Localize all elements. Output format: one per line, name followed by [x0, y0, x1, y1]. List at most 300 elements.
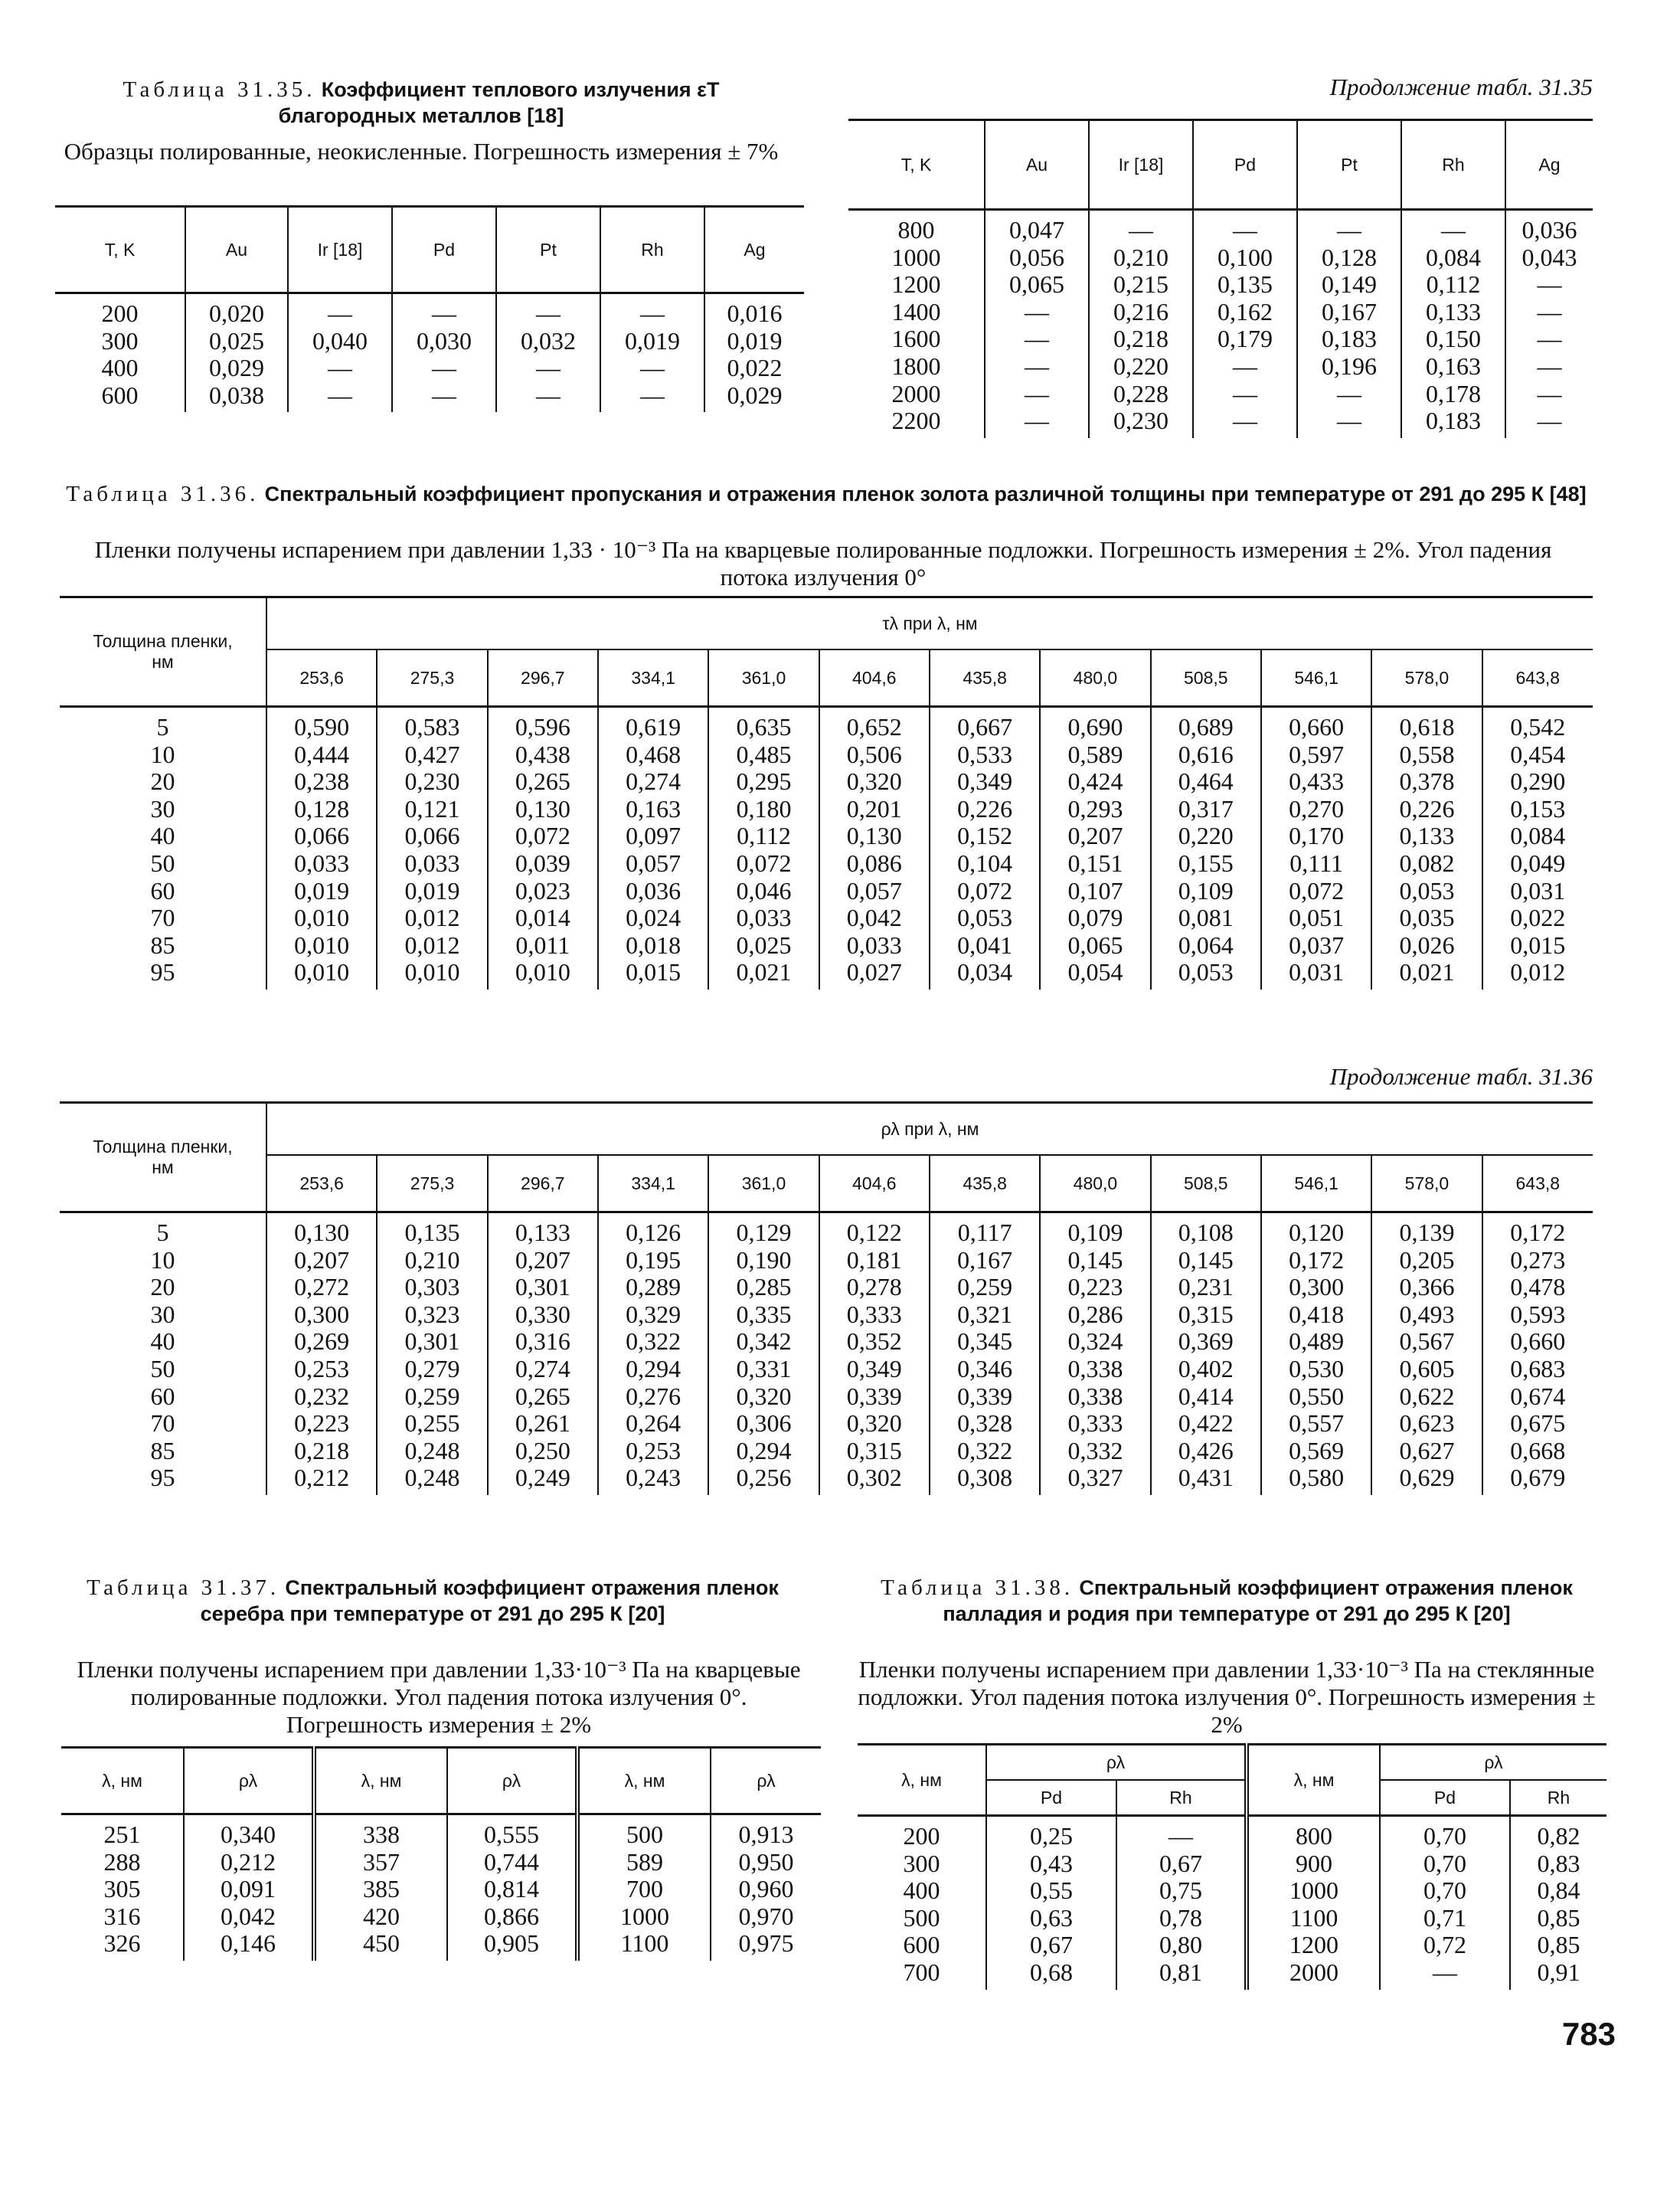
t3136c-wavelength-7: 480,0 — [1040, 1155, 1150, 1212]
t3137-label: Таблица 31.37. — [87, 1575, 280, 1600]
t3136c-cell: 0,557 — [1289, 1409, 1345, 1438]
t3138-cell: 900 — [1296, 1849, 1332, 1877]
t3138-label: Таблица 31.38. — [881, 1575, 1074, 1600]
t3136c-column-0 — [60, 1212, 266, 1495]
t3138-cell: 0,63 — [1030, 1903, 1073, 1932]
t3136c-cell: 0,190 — [736, 1245, 792, 1274]
t3135c-column-4 — [1297, 210, 1401, 438]
t3136-body-row — [60, 707, 1593, 990]
t3136-cell: 0,427 — [404, 740, 460, 768]
t3136-cell: 0,130 — [515, 794, 570, 823]
t3137-cell: 338 — [363, 1821, 400, 1848]
t3136-cell: 0,012 — [404, 904, 460, 932]
t3136-cell: 0,133 — [1399, 822, 1455, 850]
t3137-header-2: λ, нм — [314, 1748, 447, 1814]
t3135-body-row — [55, 293, 804, 413]
t3135-cell: 0,038 — [209, 381, 264, 409]
t3136c-cell: 0,622 — [1399, 1382, 1455, 1410]
t3138-cell: 0,67 — [1159, 1849, 1202, 1877]
t3136-cell: 0,086 — [846, 849, 902, 877]
t3136-column-3 — [488, 707, 598, 990]
t3135-header-6: Ag — [704, 207, 804, 293]
t3136-cell: 0,152 — [957, 822, 1013, 850]
t3135c-cell: 0,036 — [1521, 216, 1577, 244]
t3136-cell: 0,072 — [957, 876, 1013, 905]
t3136-cell: 0,041 — [957, 931, 1013, 959]
t3137-header-4: λ, нм — [577, 1748, 711, 1814]
t3136c-cell: 0,316 — [515, 1327, 570, 1356]
t3136-wavelength-10: 578,0 — [1371, 649, 1482, 707]
t3136-wavelength-2: 296,7 — [488, 649, 598, 707]
t3135c-table — [848, 119, 1593, 438]
t3135c-column-3 — [1193, 210, 1297, 438]
t3136-cell: 0,014 — [515, 904, 570, 932]
t3136c-cell: 0,117 — [957, 1219, 1012, 1246]
t3135c-cell: 800 — [897, 216, 935, 244]
t3136c-cell: 0,285 — [736, 1273, 792, 1301]
t3136-cell: 0,230 — [404, 767, 460, 796]
t3136-cell: 0,616 — [1178, 740, 1234, 768]
t3137-cell: 1100 — [620, 1929, 669, 1958]
t3137-cell: 0,555 — [484, 1821, 539, 1848]
t3138-cell: 800 — [1296, 1822, 1332, 1850]
t3135-column-5 — [600, 293, 704, 413]
t3136c-cell: 0,301 — [404, 1327, 460, 1356]
t3135c-cell: — — [1233, 407, 1257, 435]
t3136c-wavelength-6: 435,8 — [930, 1155, 1040, 1212]
t3136c-wavelength-10: 578,0 — [1371, 1155, 1482, 1212]
t3136c-cell: 0,327 — [1067, 1464, 1123, 1492]
t3136-cell: 0,583 — [404, 713, 460, 741]
t3136-cell: 0,689 — [1178, 713, 1234, 741]
t3136-cell: 60 — [150, 876, 175, 905]
t3135-title: Коэффициент теплового излучения εT благородных металлов [18] — [278, 78, 720, 127]
t3136-column-11 — [1371, 707, 1482, 990]
t3136c-column-10 — [1261, 1212, 1371, 1495]
t3135c-cell: 0,149 — [1322, 270, 1377, 299]
t3136c-cell: 0,274 — [515, 1354, 570, 1382]
t3136-cell: 0,155 — [1178, 849, 1234, 877]
t3136c-cell: 0,550 — [1289, 1382, 1345, 1410]
t3138-cell: 1200 — [1289, 1931, 1338, 1959]
t3135-cell: 0,019 — [625, 326, 680, 355]
t3136-cell: 0,378 — [1399, 767, 1455, 796]
t3136-wavelength-8: 508,5 — [1151, 649, 1261, 707]
t3138-body-row — [858, 1816, 1606, 1990]
t3138-table — [858, 1743, 1606, 1990]
t3136c-cell: 0,660 — [1510, 1327, 1566, 1356]
t3135-column-3 — [392, 293, 496, 413]
t3136c-cell: 0,145 — [1178, 1245, 1234, 1274]
t3136-cell: 0,039 — [515, 849, 570, 877]
t3136-cell: 0,295 — [736, 767, 792, 796]
t3136-cell: 0,015 — [626, 958, 681, 986]
t3135c-column-6 — [1505, 210, 1593, 438]
t3136c-cell: 0,320 — [846, 1409, 902, 1438]
t3136-cell: 0,112 — [737, 822, 791, 850]
t3138-pd-header-1: Pd — [986, 1780, 1116, 1816]
t3136-column-5 — [708, 707, 819, 990]
t3136-cell: 0,558 — [1399, 740, 1455, 768]
t3137-cell: 500 — [626, 1821, 663, 1848]
t3138-cell: 1100 — [1289, 1903, 1338, 1932]
t3136c-cell: 0,332 — [1067, 1436, 1123, 1464]
t3137-cell: 700 — [626, 1875, 663, 1903]
t3136-cell: 0,163 — [626, 794, 681, 823]
t3136c-cell: 0,679 — [1510, 1464, 1566, 1492]
t3135-column-1 — [185, 293, 288, 413]
t3136-cell: 0,072 — [515, 822, 570, 850]
t3135c-cell: 1400 — [891, 297, 941, 326]
t3136c-wavelength-3: 334,1 — [598, 1155, 708, 1212]
t3136-cell: 0,201 — [846, 794, 902, 823]
t3136-cell: 95 — [150, 958, 175, 986]
t3135-cell: — — [328, 354, 352, 382]
t3137-header-3: ρλ — [447, 1748, 577, 1814]
t3138-cell: 0,68 — [1030, 1958, 1073, 1986]
t3135-cell: 200 — [101, 299, 139, 327]
t3136c-cell: 0,269 — [294, 1327, 350, 1356]
t3136c-cell: 0,255 — [404, 1409, 460, 1438]
t3136c-cell: 0,366 — [1399, 1273, 1455, 1301]
t3136c-cell: 0,286 — [1067, 1300, 1123, 1328]
t3135c-cell: — — [1025, 325, 1049, 353]
page-number: 783 — [1561, 2016, 1616, 2052]
t3138-cell: 0,71 — [1423, 1903, 1466, 1932]
t3136c-column-3 — [488, 1212, 598, 1495]
t3136c-cell: 95 — [150, 1464, 175, 1492]
t3136c-cell: 50 — [150, 1354, 175, 1382]
t3137-title: Спектральный коэффициент отражения пленок серебра при температуре от 291 до 295 К [20] — [200, 1576, 779, 1625]
t3136-wavelength-3: 334,1 — [598, 649, 708, 707]
t3136c-cell: 0,414 — [1178, 1382, 1234, 1410]
t3135-label: Таблица 31.35. — [123, 77, 316, 102]
t3136-cell: 0,109 — [1178, 876, 1234, 905]
t3136c-cell: 0,418 — [1289, 1300, 1345, 1328]
t3136-cell: 0,589 — [1067, 740, 1123, 768]
t3136-cell: 0,022 — [1510, 904, 1566, 932]
t3136-cell: 70 — [150, 904, 175, 932]
t3137-cell: 251 — [103, 1821, 141, 1848]
t3135c-cell: 0,216 — [1113, 297, 1168, 326]
t3136-cell: 0,130 — [846, 822, 902, 850]
t3137-header-5: ρλ — [711, 1748, 821, 1814]
t3137-cell: 316 — [103, 1902, 141, 1930]
t3135c-cell: 0,150 — [1426, 325, 1481, 353]
t3136-cell: 0,207 — [1067, 822, 1123, 850]
t3138-cell: 0,55 — [1030, 1876, 1073, 1905]
t3136-cell: 0,444 — [294, 740, 350, 768]
t3136c-cell: 0,320 — [736, 1382, 792, 1410]
t3136c-cell: 0,289 — [626, 1273, 681, 1301]
t3135-header-5: Rh — [600, 207, 704, 293]
t3136-cell: 0,220 — [1178, 822, 1234, 850]
t3136-cell: 0,019 — [404, 876, 460, 905]
t3136-cell: 0,270 — [1289, 794, 1345, 823]
t3135-header-4: Pt — [496, 207, 600, 293]
t3136-wavelength-6: 435,8 — [930, 649, 1040, 707]
t3136-cell: 0,057 — [626, 849, 681, 877]
t3136c-cell: 0,338 — [1067, 1354, 1123, 1382]
t3136c-cell: 0,331 — [736, 1354, 792, 1382]
t3136-cell: 0,021 — [736, 958, 792, 986]
t3136c-column-2 — [377, 1212, 487, 1495]
t3138-cell: 500 — [903, 1903, 940, 1932]
t3136-group-header: τλ при λ, нм — [266, 597, 1593, 650]
t3135c-header-6: Ag — [1505, 120, 1593, 210]
t3138-lambda-header-1: λ, нм — [858, 1745, 986, 1816]
t3136-cell: 50 — [150, 849, 175, 877]
t3135-column-4 — [496, 293, 600, 413]
t3138-cell: 0,25 — [1030, 1822, 1073, 1850]
t3138-column-0 — [858, 1816, 986, 1990]
t3136c-group-header: ρλ при λ, нм — [266, 1103, 1593, 1156]
t3136-cell: 0,097 — [626, 822, 681, 850]
t3135c-cell: 0,228 — [1113, 379, 1168, 407]
t3135c-cell: 0,133 — [1426, 297, 1481, 326]
t3136-cell: 0,015 — [1510, 931, 1566, 959]
t3136c-cell: 0,207 — [294, 1245, 350, 1274]
t3136c-cell: 0,333 — [846, 1300, 902, 1328]
t3135c-cell: — — [1233, 216, 1257, 244]
t3135-cell: 0,032 — [521, 326, 576, 355]
t3138-title: Спектральный коэффициент отражения пленок палладия и родия при температуре от 291 до 295 К [20] — [943, 1576, 1573, 1625]
t3136-column-0 — [60, 707, 266, 990]
t3135c-cell: 2200 — [891, 407, 941, 435]
t3137-cell: 420 — [363, 1902, 400, 1930]
t3136c-cell: 0,294 — [736, 1436, 792, 1464]
t3138-cell: 0,81 — [1159, 1958, 1202, 1986]
t3135c-cell: — — [1025, 297, 1049, 326]
t3136-wavelength-9: 546,1 — [1261, 649, 1371, 707]
t3136-cell: 0,265 — [515, 767, 570, 796]
t3135c-cell: — — [1537, 297, 1562, 326]
t3136-cell: 0,542 — [1510, 713, 1566, 741]
t3136-cell: 0,065 — [1067, 931, 1123, 959]
t3136c-cell: 0,328 — [957, 1409, 1013, 1438]
t3136c-column-1 — [266, 1212, 377, 1495]
t3136-cell: 0,506 — [846, 740, 902, 768]
t3136-wavelength-0: 253,6 — [266, 649, 377, 707]
t3136c-column-12 — [1482, 1212, 1593, 1495]
t3136-cell: 0,012 — [404, 931, 460, 959]
t3136-cell: 0,053 — [957, 904, 1013, 932]
t3138-cell: 0,84 — [1537, 1876, 1580, 1905]
t3135c-cell: — — [1537, 407, 1562, 435]
t3138-cell: 0,67 — [1030, 1931, 1073, 1959]
t3136-cell: 0,226 — [1399, 794, 1455, 823]
t3135-cell: — — [536, 381, 561, 409]
t3136c-cell: 0,264 — [626, 1409, 681, 1438]
t3137-cell: 0,866 — [484, 1902, 539, 1930]
t3136c-column-6 — [819, 1212, 930, 1495]
t3136c-cell: 0,300 — [294, 1300, 350, 1328]
t3138-column-1 — [986, 1816, 1116, 1990]
t3136-cell: 0,025 — [736, 931, 792, 959]
t3136-cell: 0,081 — [1178, 904, 1234, 932]
t3137-cell: 1000 — [620, 1902, 669, 1930]
t3136c-cell: 0,315 — [846, 1436, 902, 1464]
t3136c-cell: 0,108 — [1178, 1219, 1234, 1246]
t3136c-cell: 70 — [150, 1409, 175, 1438]
t3135-cell: — — [328, 381, 352, 409]
t3135-cell: 0,019 — [727, 326, 783, 355]
t3136-cell: 0,238 — [294, 767, 350, 796]
t3136c-cell: 0,273 — [1510, 1245, 1566, 1274]
t3136-table — [60, 596, 1593, 990]
t3138-column-5 — [1510, 1816, 1606, 1990]
t3136-title: Спектральный коэффициент пропускания и отражения пленок золота различной толщины при температуре от 291 до 295 К [48] — [264, 483, 1587, 505]
t3135c-cell: — — [1537, 270, 1562, 299]
t3136c-cell: 0,322 — [957, 1436, 1013, 1464]
t3136-cell: 0,066 — [404, 822, 460, 850]
t3135c-cell: — — [1337, 216, 1361, 244]
t3137-cell: 0,340 — [221, 1821, 276, 1848]
t3135c-cell: 0,047 — [1009, 216, 1064, 244]
t3136c-cell: 0,627 — [1399, 1436, 1455, 1464]
t3138-lambda-header-2: λ, нм — [1247, 1745, 1380, 1816]
t3136c-cell: 0,345 — [957, 1327, 1013, 1356]
t3136c-cell: 0,109 — [1067, 1219, 1123, 1246]
t3135c-cell: — — [1537, 379, 1562, 407]
t3136c-cell: 0,223 — [1067, 1273, 1123, 1301]
t3138-column-3 — [1247, 1816, 1380, 1990]
t3138-cell: 0,91 — [1537, 1958, 1580, 1986]
t3135c-cell: 0,100 — [1218, 243, 1273, 271]
t3136c-cell: 0,133 — [515, 1219, 570, 1246]
t3135c-cell: 0,183 — [1426, 407, 1481, 435]
t3136c-cell: 0,668 — [1510, 1436, 1566, 1464]
t3136-cell: 0,023 — [515, 876, 570, 905]
t3137-column-4 — [577, 1814, 711, 1961]
t3136c-cell: 0,324 — [1067, 1327, 1123, 1356]
t3136c-cell: 0,253 — [626, 1436, 681, 1464]
t3135-cell: 0,040 — [312, 326, 368, 355]
t3136c-column-11 — [1371, 1212, 1482, 1495]
t3135c-header-2: Ir [18] — [1089, 120, 1193, 210]
t3138-cell: 0,80 — [1159, 1931, 1202, 1959]
t3135c-cell: 0,112 — [1426, 270, 1481, 299]
t3136-cell: 0,019 — [294, 876, 350, 905]
t3136c-cell: 0,306 — [736, 1409, 792, 1438]
t3136-cell: 0,021 — [1399, 958, 1455, 986]
t3138-cell: 700 — [903, 1958, 940, 1986]
t3135c-column-2 — [1089, 210, 1193, 438]
t3135-cell: 0,025 — [209, 326, 264, 355]
t3135-cell: 0,016 — [727, 299, 783, 327]
t3135c-cell: — — [1441, 216, 1466, 244]
t3135c-cell: — — [1025, 379, 1049, 407]
t3137-cell: 385 — [363, 1875, 400, 1903]
t3136c-cell: 0,248 — [404, 1464, 460, 1492]
t3137-column-5 — [711, 1814, 821, 1961]
t3137-table — [61, 1746, 821, 1961]
t3137-caption — [84, 1575, 781, 1627]
t3136c-cell: 0,623 — [1399, 1409, 1455, 1438]
t3136c-cell: 0,259 — [404, 1382, 460, 1410]
t3136c-wavelength-4: 361,0 — [708, 1155, 819, 1212]
t3135c-cell: 0,043 — [1521, 243, 1577, 271]
t3138-note: Пленки получены испарением при давлении 1,33·10⁻³ Па на стеклянные подложки. Угол падения потока излучения 0°. Погрешность измерения ± 2% — [858, 1656, 1596, 1738]
t3136c-cell: 0,294 — [626, 1354, 681, 1382]
t3135c-cell: 1600 — [891, 325, 941, 353]
t3137-cell: 0,960 — [738, 1875, 794, 1903]
t3135-cell: 600 — [101, 381, 139, 409]
t3135c-cell: 0,218 — [1113, 325, 1168, 353]
t3135c-cell: — — [1129, 216, 1153, 244]
t3135c-cell: 0,167 — [1322, 297, 1377, 326]
t3136c-cell: 0,339 — [846, 1382, 902, 1410]
t3136c-cell: 0,569 — [1289, 1436, 1345, 1464]
t3136c-wavelength-8: 508,5 — [1151, 1155, 1261, 1212]
t3136c-wavelength-5: 404,6 — [819, 1155, 930, 1212]
t3136-row-header: Толщина пленки, нм — [60, 597, 266, 707]
t3136-cell: 0,274 — [626, 767, 681, 796]
t3136-cell: 0,128 — [294, 794, 350, 823]
t3135c-cell: 0,179 — [1218, 325, 1273, 353]
t3136-column-9 — [1151, 707, 1261, 990]
t3136c-cell: 0,272 — [294, 1273, 350, 1301]
t3136c-cell: 60 — [150, 1382, 175, 1410]
t3136c-cell: 0,629 — [1399, 1464, 1455, 1492]
t3137-cell: 0,913 — [738, 1821, 794, 1848]
t3136c-wavelength-0: 253,6 — [266, 1155, 377, 1212]
t3135-cell: — — [536, 299, 561, 327]
t3136c-cell: 0,181 — [846, 1245, 902, 1274]
t3136-label: Таблица 31.36. — [66, 482, 260, 506]
t3135-header-2: Ir [18] — [288, 207, 392, 293]
t3136-cell: 0,037 — [1289, 931, 1345, 959]
t3136-cell: 0,011 — [515, 931, 570, 959]
t3136c-wavelength-1: 275,3 — [377, 1155, 487, 1212]
t3136c-cell: 0,321 — [957, 1300, 1013, 1328]
t3136c-cell: 0,335 — [736, 1300, 792, 1328]
t3136-cell: 20 — [150, 767, 175, 796]
t3136c-column-7 — [930, 1212, 1040, 1495]
t3135-cell: — — [432, 299, 456, 327]
t3136c-cell: 0,683 — [1510, 1354, 1566, 1382]
t3136-cell: 0,033 — [294, 849, 350, 877]
t3136-cell: 0,424 — [1067, 767, 1123, 796]
t3137-cell: 0,146 — [221, 1929, 276, 1958]
t3135c-cell: 0,215 — [1113, 270, 1168, 299]
t3138-rh-header-1: Rh — [1116, 1780, 1247, 1816]
t3136c-cell: 0,422 — [1178, 1409, 1234, 1438]
t3138-cell: 0,83 — [1537, 1849, 1580, 1877]
t3136c-column-8 — [1040, 1212, 1150, 1495]
t3136-wavelength-5: 404,6 — [819, 649, 930, 707]
t3136-cell: 0,619 — [626, 713, 681, 741]
t3136c-cell: 5 — [156, 1219, 169, 1246]
t3137-column-3 — [447, 1814, 577, 1961]
t3136c-cell: 0,330 — [515, 1300, 570, 1328]
t3136c-cell: 30 — [150, 1300, 175, 1328]
t3136-cell: 0,151 — [1067, 849, 1123, 877]
t3136c-cell: 0,250 — [515, 1436, 570, 1464]
t3137-cell: 0,970 — [738, 1902, 794, 1930]
t3136-cell: 85 — [150, 931, 175, 959]
t3136-wavelength-7: 480,0 — [1040, 649, 1150, 707]
t3135-column-2 — [288, 293, 392, 413]
t3136-column-7 — [930, 707, 1040, 990]
t3136-cell: 0,053 — [1178, 958, 1234, 986]
t3136-cell: 0,652 — [846, 713, 902, 741]
t3136-cell: 0,635 — [736, 713, 792, 741]
t3135-caption — [54, 77, 789, 129]
t3136-cell: 0,468 — [626, 740, 681, 768]
t3136-column-1 — [266, 707, 377, 990]
t3138-cell: 2000 — [1289, 1958, 1338, 1986]
